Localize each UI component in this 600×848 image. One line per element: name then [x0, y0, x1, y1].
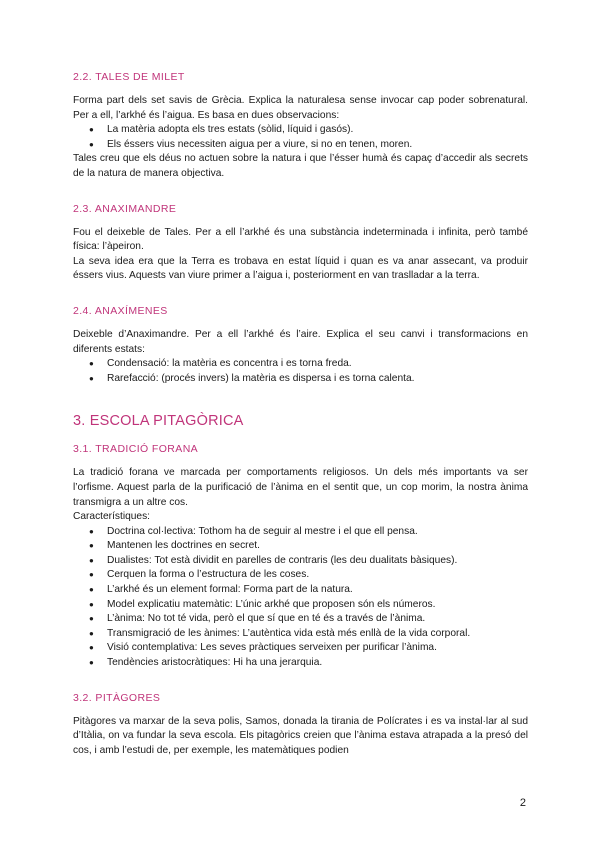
section-tales [73, 70, 528, 182]
list-item: ● Transmigració de les ànimes: L’autèntica vida està més enllà de la vida corporal. [107, 627, 528, 642]
section-anaximenes [73, 304, 528, 386]
anaximandre-p1: Fou el deixeble de Tales. Per a ell l’arkhé és una substància indeterminada i infinita, però també física: l’àpeiron. [73, 226, 528, 253]
tales-intro: Forma part dels set savis de Grècia. Explica la naturalesa sense invocar cap poder sobrenatural. Per a ell, l’arkhé és l’aigua. Es basa en dues observacions: [73, 95, 528, 121]
section-anaximandre [73, 202, 528, 284]
list-item: ● La matèria adopta els tres estats (sòlid, líquid i gasós). [107, 123, 528, 138]
list-item: ● Rarefacció: (procés invers) la matèria es dispersa i es torna calenta. [107, 372, 528, 387]
tales-bullets [73, 123, 528, 152]
list-item: ● Tendències aristocràtiques: Hi ha una jerarquia. [107, 656, 528, 671]
list-item: ● Model explicatiu matemàtic: L’únic arkhé que proposen són els números. [107, 598, 528, 613]
pitagores-p1: Pitàgores va marxar de la seva polis, Samos, donada la tirania de Polícrates i es va instal·lar al sud d’Itàlia, on va fundar la seva escola. Els pitagòrics creien que l’ànima estava atrapada a la presó del cos, i amb l’estudi de, per exemple, les matemàtiques podien [73, 715, 528, 756]
anaximenes-bullets [73, 357, 528, 386]
tradicio-p1: La tradició forana ve marcada per comportaments religiosos. Un dels més importants va ser l’orfisme. Aquest parla de la purificació de l’ànima en el sentit que, un cop morim, la nostra ànima transmigra a un altre cos. [73, 467, 528, 508]
list-item: ● Mantenen les doctrines en secret. [107, 539, 528, 554]
heading-tradicio-forana: 3.1. TRADICIÓ FORANA [73, 443, 199, 456]
list-item: ● Cerquen la forma o l’estructura de les coses. [107, 568, 528, 583]
list-item: ● L’ànima: No tot té vida, però el que sí que en té és a través de l’ànima. [107, 612, 528, 627]
tradicio-p2: Característiques: [73, 511, 151, 523]
section-pitagores [73, 691, 528, 759]
heading-pitagores: 3.2. PITÀGORES [73, 691, 161, 704]
heading-tales: 2.2. TALES DE MILET [73, 71, 185, 83]
heading-anaximandre: 2.3. ANAXIMANDRE [73, 202, 177, 215]
list-item: ● Visió contemplativa: Les seves pràctiques serveixen per purificar l’ànima. [107, 641, 528, 656]
list-item: ● Els éssers vius necessiten aigua per a viure, si no en tenen, moren. [107, 138, 528, 153]
page-number: 2 [519, 797, 526, 809]
list-item: ● Doctrina col·lectiva: Tothom ha de seguir al mestre i el que ell pensa. [107, 525, 528, 540]
tradicio-bullets [73, 525, 528, 671]
list-item: ● Dualistes: Tot està dividit en parelles de contraris (les deu dualitats bàsiques). [107, 554, 528, 569]
anaximandre-p2: La seva idea era que la Terra es trobava en estat líquid i quan es va anar assecant, va produir éssers vius. Aquests van viure primer a l’aigua i, posteriorment en van traslladar a la terra. [73, 255, 528, 282]
anaximenes-p1: Deixeble d’Anaximandre. Per a ell l’arkhé és l’aire. Explica el seu canvi i transformacions en diferents estats: [73, 328, 528, 355]
list-item: ● L’arkhé és un element formal: Forma part de la natura. [107, 583, 528, 598]
list-item: ● Condensació: la matèria es concentra i es torna freda. [107, 357, 528, 372]
heading-anaximenes: 2.4. ANAXÍMENES [73, 304, 168, 317]
document-page [73, 70, 528, 778]
heading-escola-pitagorica: 3. ESCOLA PITAGÒRICA [73, 413, 244, 430]
tales-conclusion: Tales creu que els déus no actuen sobre la natura i que l’ésser humà és capaç d’accedir als secrets de la natura de manera objectiva. [73, 153, 528, 179]
section-tradicio-forana [73, 442, 528, 670]
